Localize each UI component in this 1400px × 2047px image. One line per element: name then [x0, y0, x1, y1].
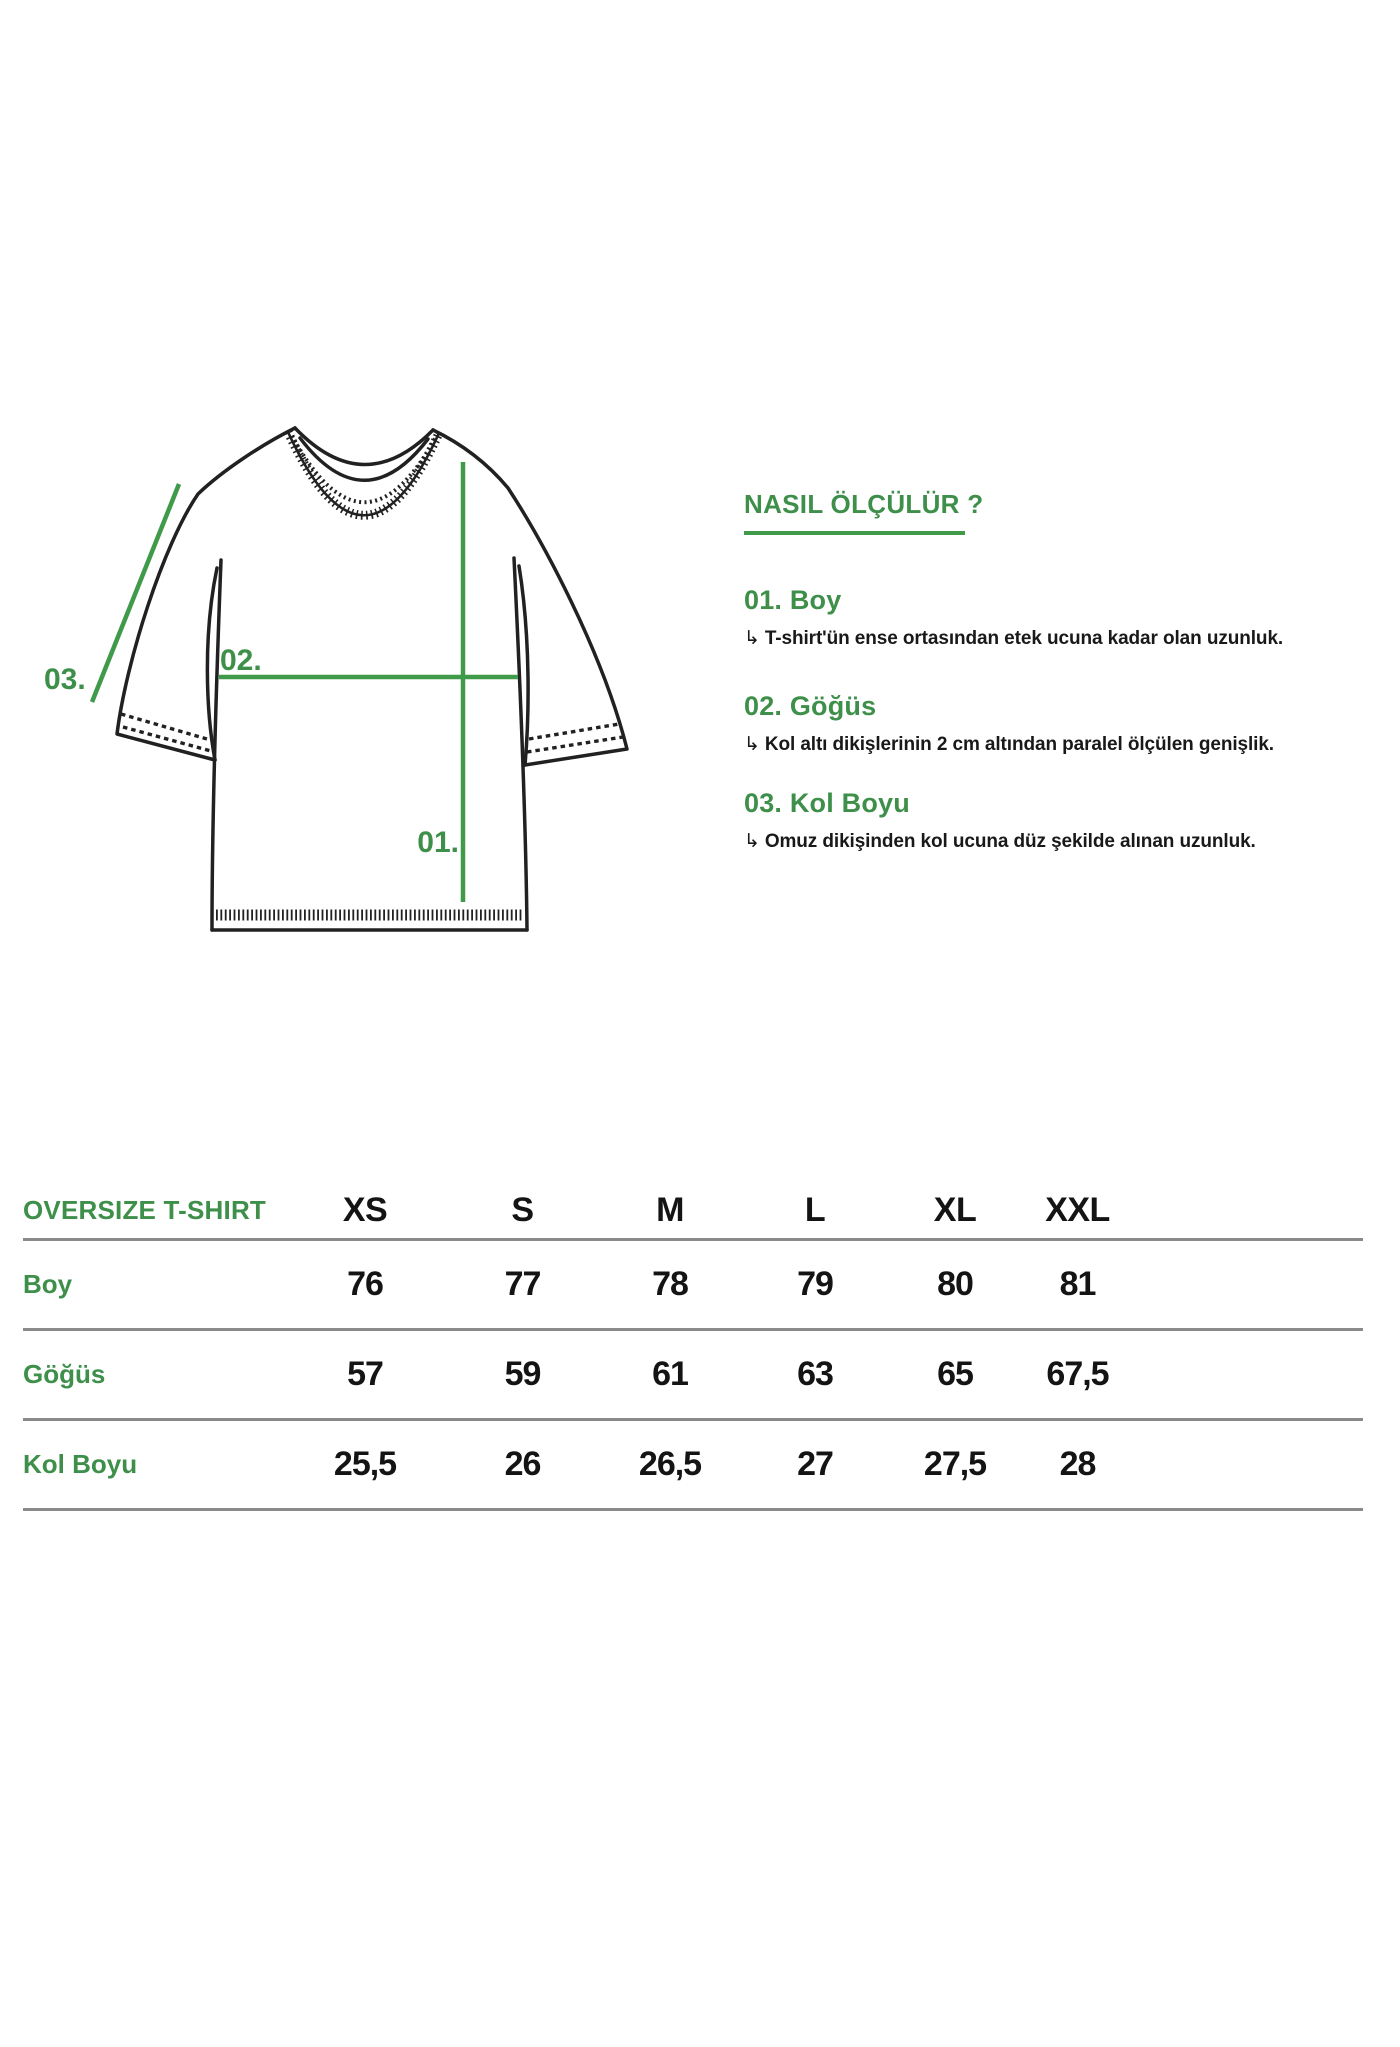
guide-desc-kol-boyu: Omuz dikişinden kol ucuna düz şekilde alınan uzunluk.: [764, 831, 1256, 852]
cell-kol-boyu-l: 27: [740, 1419, 890, 1509]
cell-boy-m: 78: [600, 1239, 740, 1329]
right-cuff-stitch-1: [529, 724, 619, 739]
cell-boy-s: 77: [445, 1239, 600, 1329]
row-label-kol-boyu: Kol Boyu: [23, 1419, 285, 1509]
table-row-boy: [23, 1239, 1363, 1329]
guide-desc-gogus: Kol altı dikişlerinin 2 cm altından paralel ölçülen genişlik.: [764, 734, 1274, 755]
cell-kol-boyu-xl: 27,5: [890, 1419, 1020, 1509]
row-label-boy: Boy: [23, 1239, 285, 1329]
arrow-icon: ↳: [744, 733, 760, 755]
tshirt-left-sleeve-outline: [117, 428, 295, 760]
tshirt-diagram: [30, 400, 650, 945]
table-filler-cell: [1135, 1329, 1363, 1419]
cell-boy-xs: 76: [285, 1239, 445, 1329]
right-cuff-stitch-2: [527, 737, 623, 752]
size-table: [23, 1183, 1363, 1511]
measure-line-03-sleeve: [92, 484, 179, 702]
arrow-icon: ↳: [744, 627, 760, 649]
guide-title: NASIL ÖLÇÜLÜR ?: [744, 489, 984, 519]
table-filler-cell: [1135, 1239, 1363, 1329]
row-label-gogus: Göğüs: [23, 1329, 285, 1419]
guide-title-underline: [744, 531, 965, 535]
guide-heading-gogus: 02. Göğüs: [744, 691, 877, 721]
size-col-m: M: [600, 1183, 740, 1239]
arrow-icon: ↳: [744, 830, 760, 852]
cell-gogus-s: 59: [445, 1329, 600, 1419]
guide-text-kol-boyu: [744, 828, 1289, 855]
guide-section-boy: [744, 586, 1289, 652]
size-col-xs: XS: [285, 1183, 445, 1239]
cell-kol-boyu-xxl: 28: [1020, 1419, 1135, 1509]
guide-section-kol-boyu: [744, 789, 1289, 855]
cell-kol-boyu-m: 26,5: [600, 1419, 740, 1509]
cell-boy-l: 79: [740, 1239, 890, 1329]
measure-label-01: 01.: [417, 826, 459, 859]
table-filler-cell: [1135, 1419, 1363, 1509]
table-row-kol-boyu: [23, 1419, 1363, 1509]
measure-label-03: 03.: [44, 663, 86, 696]
guide-text-gogus: [744, 731, 1289, 758]
measure-label-02: 02.: [220, 644, 262, 677]
cell-kol-boyu-xs: 25,5: [285, 1419, 445, 1509]
table-row-gogus: [23, 1329, 1363, 1419]
cell-gogus-l: 63: [740, 1329, 890, 1419]
cell-gogus-xs: 57: [285, 1329, 445, 1419]
cell-gogus-xl: 65: [890, 1329, 1020, 1419]
size-col-l: L: [740, 1183, 890, 1239]
size-table-title: OVERSIZE T-SHIRT: [23, 1183, 285, 1239]
guide-heading-kol-boyu: 03. Kol Boyu: [744, 788, 910, 818]
tshirt-sketch-svg: [30, 400, 650, 945]
size-table-header-row: [23, 1183, 1363, 1239]
guide-text-boy: [744, 625, 1289, 652]
table-filler-cell: [1135, 1183, 1363, 1239]
cell-gogus-xxl: 67,5: [1020, 1329, 1135, 1419]
cell-boy-xl: 80: [890, 1239, 1020, 1329]
size-col-xxl: XXL: [1020, 1183, 1135, 1239]
measuring-guide: [744, 490, 1289, 855]
guide-heading-boy: 01. Boy: [744, 585, 842, 615]
size-col-xl: XL: [890, 1183, 1020, 1239]
guide-desc-boy: T-shirt'ün ense ortasından etek ucuna kadar olan uzunluk.: [764, 628, 1284, 649]
left-cuff-stitch-1: [121, 714, 207, 739]
size-col-s: S: [445, 1183, 600, 1239]
tshirt-body-left-edge: [212, 560, 221, 930]
cell-kol-boyu-s: 26: [445, 1419, 600, 1509]
cell-gogus-m: 61: [600, 1329, 740, 1419]
collar-band-inner-arc: [300, 438, 428, 480]
cell-boy-xxl: 81: [1020, 1239, 1135, 1329]
guide-section-gogus: [744, 692, 1289, 758]
